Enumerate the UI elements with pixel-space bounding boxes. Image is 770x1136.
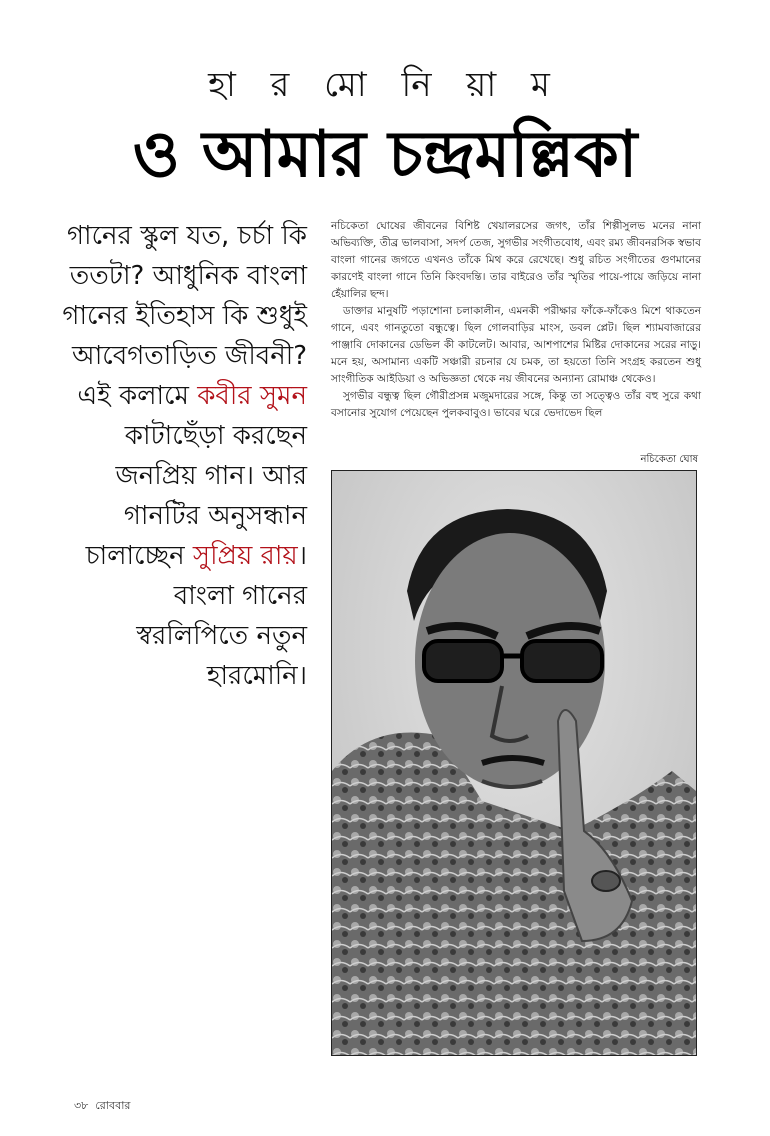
dek-text-1: গানের স্কুল যত, চর্চা কি ততটা? আধুনিক বাংলা গানের ইতিহাস কি শুধুই আবেগতাড়িত জীবনী? এই কলামে [62,221,307,411]
article-body [331,218,701,422]
photo-caption: নচিকেতা ঘোষ [640,454,698,465]
magazine-name: রোববার [95,1099,131,1112]
author-name-kabir-suman: কবীর সুমন [197,381,307,411]
author-name-supriya-roy: সুপ্রিয় রায় [192,541,298,571]
body-paragraph-2: ডাক্তার মানুষটি পড়াশোনা চলাকালীন, এমনকী পরীক্ষার ফাঁকে-ফাঁকেও মিশে থাকতেন গানে, এবং গানতুতো বন্ধুত্বে। ছিল গোলবাড়ির মাংস, ডবল প্লেট। ছিল শ্যামবাজারের পাঞ্জাবি দোকানের ডেভিল কী কাটলেট। আবার, আশপাশের মিষ্টির দোকানের সরের নাড়ু। মনে হয়, অসামান্য একটি সঞ্চারী রচনার যে চমক, তা হয়তো তিনি সংগ্রহ করতেন শুধু সাংগীতিক আইডিয়া ও অভিজ্ঞতা থেকে নয় জীবনের অন্যান্য রোমাঞ্চ থেকেও। [331,305,701,385]
page-number: ৩৮ [74,1099,89,1112]
dek-text-3: । বাংলা গানের স্বরলিপিতে নতুন হারমোনি। [136,541,307,691]
portrait-photo [331,470,697,1056]
body-paragraph-3: সুগভীর বন্ধুত্ব ছিল গৌরীপ্রসন্ন মজুমদারের সঙ্গে, কিন্তু তা সত্ত্বেও তাঁর বহু সুরে কথা বসানোর সুযোগ পেয়েছেন পুলকবাবুও। ভাবের ঘরে ভেদাভেদ ছিল [331,390,701,419]
portrait-illustration [332,471,696,1055]
dek-text-2: কাটাছেঁড়া করছেন জনপ্রিয় গান। আর গানটির অনুসন্ধান চালাচ্ছেন [85,421,307,571]
body-paragraph-1: নচিকেতা ঘোষের জীবনের বিশিষ্ট খেয়ালরসের জগৎ, তাঁর শিল্পীসুলভ মনের নানা অভিব্যক্তি, তীব্র ভালবাসা, সদর্প তেজ, সুগভীর সংগীতবোধ, এবং রম্য জীবনরসিক স্বভাব বাংলা গানের জগতে এখনও তাঁকে মিথ করে রেখেছে। শুধু রচিত সংগীতের গুণমানের কারণেই বাংলা গানে তিনি কিংবদন্তি। তার বাইরেও তাঁর স্মৃতির পায়ে-পায়ে জড়িয়ে নানা হেঁয়ালির ছন্দ। [331,220,701,300]
article-headline: ও আমার চন্দ্রমল্লিকা [132,117,638,192]
page-footer [74,1097,131,1116]
section-kicker: হা র মো নি য়া ম [208,65,562,105]
article-dek [55,216,307,696]
